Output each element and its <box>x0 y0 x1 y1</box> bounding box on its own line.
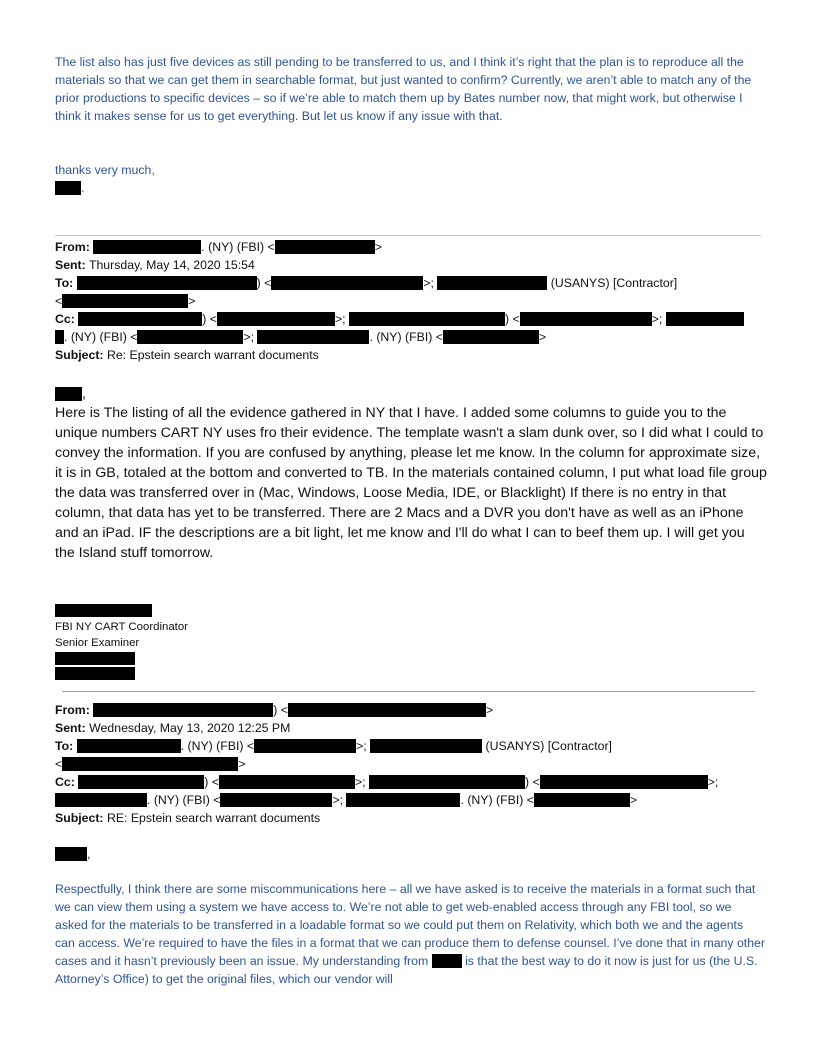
sent-value: Wednesday, May 13, 2020 12:25 PM <box>89 721 291 735</box>
redaction <box>346 793 460 807</box>
sig-role: Senior Examiner <box>55 637 140 649</box>
redaction <box>275 240 375 254</box>
from-label: From: <box>55 240 90 254</box>
redaction <box>432 954 462 968</box>
redaction <box>62 757 238 771</box>
separator <box>55 235 761 236</box>
to-label: To: <box>55 276 74 290</box>
redaction <box>443 330 539 344</box>
email2-sent <box>55 719 775 737</box>
top-signature <box>55 179 765 197</box>
redaction <box>370 739 482 753</box>
email1-cc: Cc: ) < >; ) < >; <box>55 310 775 328</box>
email1-from: From: . (NY) (FBI) < > <box>55 240 382 254</box>
separator <box>62 691 755 692</box>
email1-subject <box>55 346 775 364</box>
redaction <box>78 775 204 789</box>
redaction <box>219 775 355 789</box>
email1-body: Here is The listing of all the evidence gathered in NY that I have. I added some columns to guide you to the unique numbers CART NY uses fro their evidence. The template wasn't a slam dunk over, so I did what I could to convey the information. If you are confused by anything, please let me know. In the column for approximate size, it is in GB, totaled at the bottom and converted to TB. In the materials contained column, I put what load file group the data was transferred over in (Mac, Windows, Loose Media, IDE, or Blacklight) If there is no entry in that column, that data has yet to be transferred. There are 2 Macs and a DVR you don't have as well as an iPhone and an iPad. IF the descriptions are a bit light, let me know and I'll do what I can to beef them up. I will get you the Island stuff tomorrow. <box>55 405 767 561</box>
email1-to: To: ) < >; (USANYS) [Contractor] <box>55 276 678 290</box>
email1-sent <box>55 256 775 274</box>
email1-greeting: , <box>55 384 765 404</box>
redaction <box>137 330 243 344</box>
sent-label: Sent: <box>55 721 86 735</box>
to-label: To: <box>55 739 74 753</box>
redaction <box>55 847 87 861</box>
redaction <box>534 793 630 807</box>
redaction <box>55 181 81 195</box>
redaction <box>349 312 505 326</box>
email2-header: From: ) < > Sent: Wednesday, May 13, 2020 12:25 PM To: . (NY) (FBI) < >; (USANYS) [Contractor] < > Cc: ) < >; ) < >; . (NY) (FBI) < >; . (NY) (FBI) < > Subject: RE: Epstein search warrant documents <box>55 701 775 827</box>
redaction <box>62 294 188 308</box>
sent-label: Sent: <box>55 258 86 272</box>
redaction <box>78 312 202 326</box>
thanks-line: thanks very much, <box>55 163 155 177</box>
redaction <box>271 276 423 290</box>
email2-from: From: ) < > <box>55 703 494 717</box>
redaction <box>93 240 201 254</box>
redaction <box>288 703 486 717</box>
from-label: From: <box>55 703 90 717</box>
email2-subject <box>55 809 775 827</box>
redaction <box>369 775 525 789</box>
sig-title: FBI NY CART Coordinator <box>55 621 188 633</box>
subject-label: Subject: <box>55 348 104 362</box>
redaction <box>540 775 708 789</box>
redaction <box>55 667 135 680</box>
cc-label: Cc: <box>55 775 75 789</box>
email2-body: Respectfully, I think there are some miscommunications here – all we have asked is to receive the materials in a format such that we can view them using a system we have access to. We’re not able to get web-enabled access through any FBI tool, so we asked for the materials to be transferred in a loadable format so we could put them on Relativity, which both we and the agents can access. We’re required to have the files in a format that we can produce them to defense counsel. I’ve done that in many other cases and it hasn’t previously been an issue. My understanding from is that the best way to do it now is just for us (the U.S. Attorney’s Office) to get the original files, which our vendor will <box>55 882 765 986</box>
top-paragraph: The list also has just five devices as still pending to be transferred to us, and I think it’s right that the plan is to reproduce all the materials so that we can get them in searchable format, but just wanted to confirm? Currently, we aren’t able to match any of the prior productions to specific devices – so if we’re able to match them up by Bates number now, that might work, but otherwise I think it makes sense for us to get everything. But let us know if any issue with that. <box>55 55 752 123</box>
subject-label: Subject: <box>55 811 104 825</box>
redaction <box>520 312 652 326</box>
redaction <box>220 793 332 807</box>
redaction <box>55 793 147 807</box>
subject-value: RE: Epstein search warrant documents <box>106 811 321 825</box>
redaction <box>257 330 369 344</box>
redaction <box>77 739 181 753</box>
email2-cc: Cc: ) < >; ) < >; <box>55 775 719 789</box>
email2-greeting: , <box>55 845 765 863</box>
redaction <box>437 276 547 290</box>
redaction <box>55 387 82 401</box>
redaction <box>217 312 335 326</box>
redaction <box>254 739 356 753</box>
email1-signature <box>55 603 188 681</box>
redaction <box>55 330 64 344</box>
redaction <box>55 652 135 665</box>
redaction <box>666 312 744 326</box>
sig-tail: . <box>81 181 85 195</box>
email2-to: To: . (NY) (FBI) < >; (USANYS) [Contractor] <box>55 739 612 753</box>
redaction <box>93 703 273 717</box>
redaction <box>77 276 257 290</box>
email1-header: From: . (NY) (FBI) < > Sent: Thursday, May 14, 2020 15:54 To: ) < >; (USANYS) [Contractor] < > Cc: ) < >; ) < >; . (NY) (FBI) < >; . (NY) (FBI) < > Subject: Re: Epstein search warrant documents <box>55 238 775 364</box>
subject-value: Re: Epstein search warrant documents <box>106 348 319 362</box>
redaction <box>55 604 152 617</box>
sent-value: Thursday, May 14, 2020 15:54 <box>88 258 255 272</box>
cc-label: Cc: <box>55 312 75 326</box>
